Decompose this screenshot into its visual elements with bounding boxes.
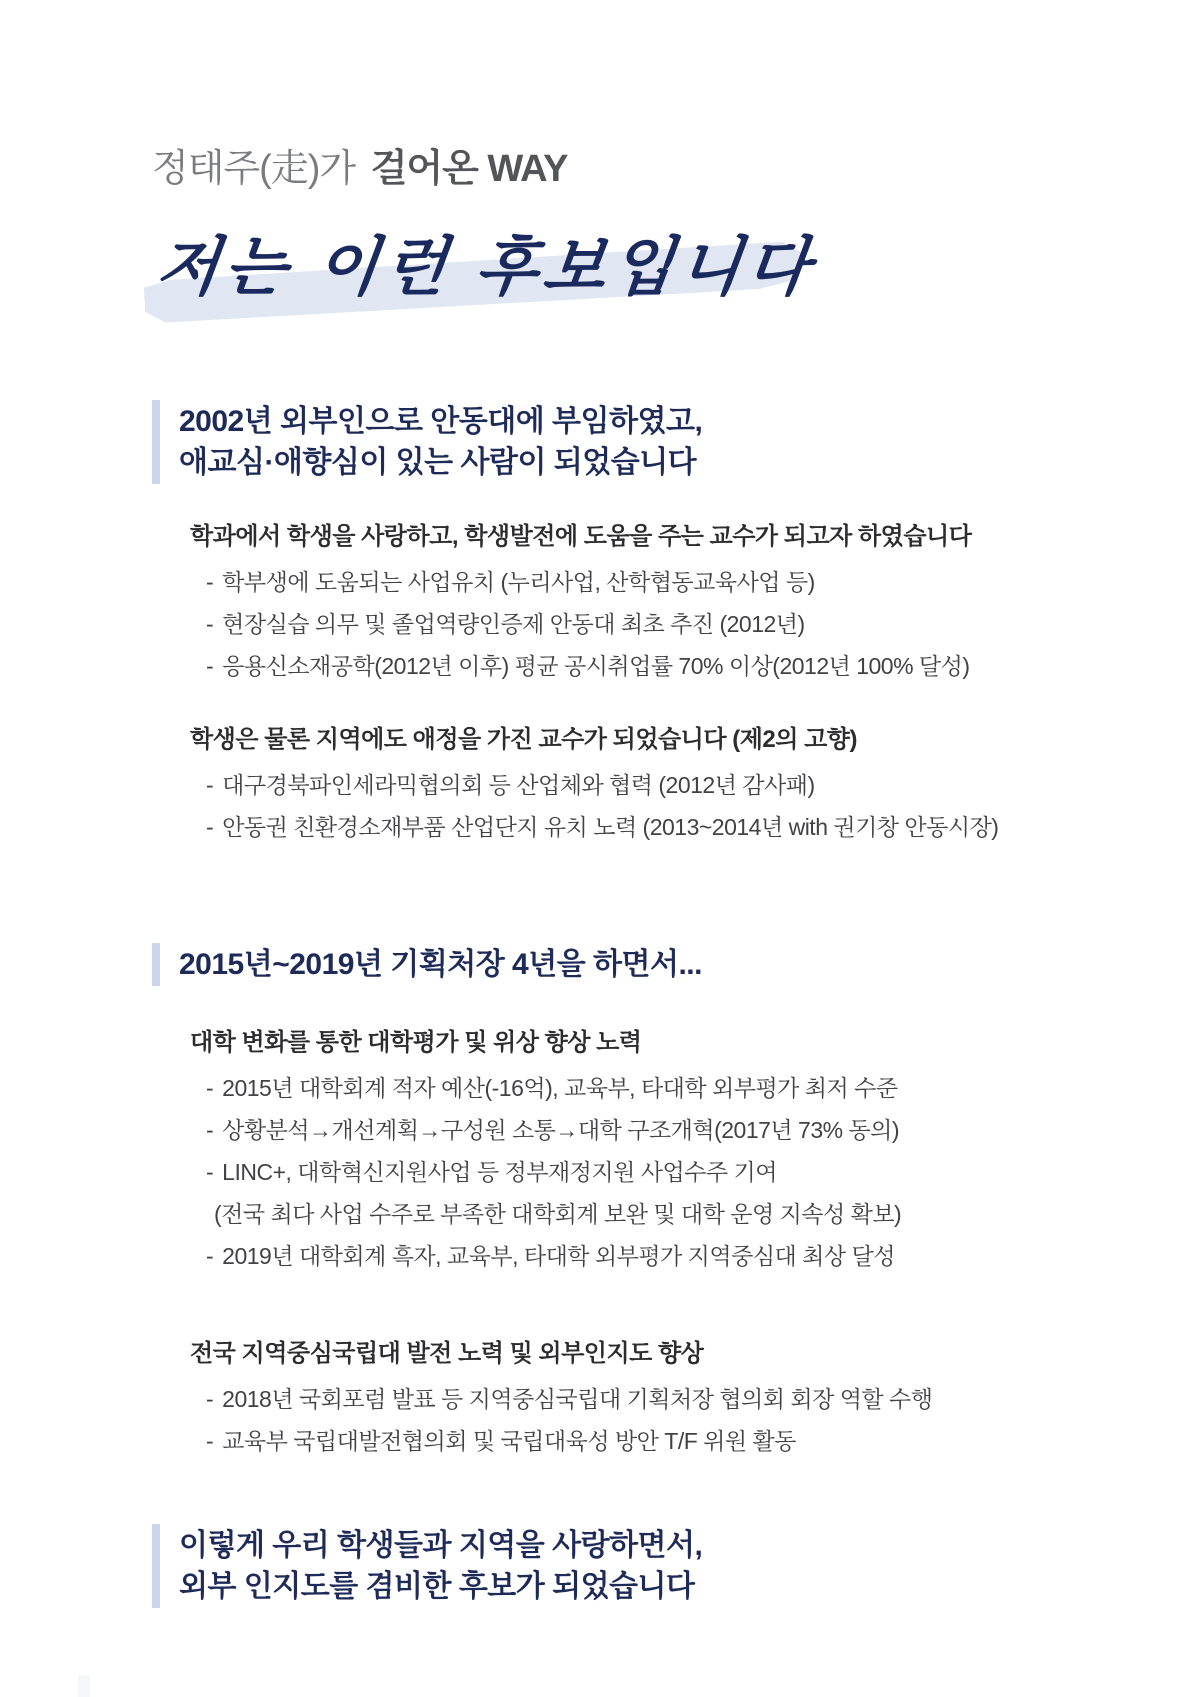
page-title-regular: 정태주(走)가	[152, 148, 356, 190]
group-heading: 학생은 물론 지역에도 애정을 가진 교수가 되었습니다 (제2의 고향)	[190, 726, 857, 753]
list-item-text: 2018년 국회포럼 발표 등 지역중심국립대 기획처장 협의회 회장 역할 수행	[222, 1386, 933, 1412]
dash: -	[206, 814, 214, 840]
section-2015-2019	[152, 943, 1120, 1462]
dash: -	[206, 1075, 214, 1101]
list-item	[190, 561, 1120, 603]
bullet-list	[190, 1067, 1120, 1277]
dash: -	[206, 1428, 214, 1454]
list-item	[190, 1420, 1120, 1462]
group-heading: 대학 변화를 통한 대학평가 및 위상 향상 노력	[190, 1029, 642, 1056]
section-heading	[152, 400, 1120, 484]
list-item	[190, 1151, 1120, 1193]
list-item	[190, 603, 1120, 645]
dash: -	[206, 1159, 214, 1185]
heading-line: 외부 인지도를 겸비한 후보가 되었습니다	[179, 1570, 695, 1603]
list-item-text: 교육부 국립대발전협의회 및 국립대육성 방안 T/F 위원 활동	[222, 1428, 796, 1454]
list-item-text: 안동권 친환경소재부품 산업단지 유치 노력 (2013~2014년 with 권기창 안동시장)	[222, 814, 999, 840]
bullet-list	[190, 561, 1120, 687]
page-title	[152, 137, 1120, 192]
page-title-bold: 걸어온 WAY	[370, 148, 568, 190]
group-department	[190, 516, 1120, 687]
print-artifact-decoration	[78, 1675, 90, 1697]
section-heading	[152, 1524, 1120, 1608]
heading-line: 2015년~2019년 기획처장 4년을 하면서...	[179, 948, 702, 981]
list-item	[190, 1067, 1120, 1109]
group-heading: 학과에서 학생을 사랑하고, 학생발전에 도움을 주는 교수가 되고자 하였습니다	[190, 523, 972, 550]
list-item-text: 학부생에 도움되는 사업유치 (누리사업, 산학협동교육사업 등)	[222, 569, 815, 595]
list-item-text: 현장실습 의무 및 졸업역량인증제 안동대 최초 추진 (2012년)	[222, 611, 805, 637]
list-item-continuation	[190, 1193, 1120, 1235]
dash: -	[206, 772, 214, 798]
list-item-text: 2019년 대학회계 흑자, 교육부, 타대학 외부평가 지역중심대 최상 달성	[222, 1243, 895, 1269]
section-heading	[152, 943, 1120, 986]
list-item-text: (전국 최다 사업 수주로 부족한 대학회계 보완 및 대학 운영 지속성 확보)	[214, 1201, 902, 1227]
list-item-text: 응용신소재공학(2012년 이후) 평균 공시취업률 70% 이상(2012년 100% 달성)	[222, 653, 970, 679]
heading-line: 2002년 외부인으로 안동대에 부임하였고,	[179, 405, 703, 438]
section-bar-decoration	[152, 943, 160, 986]
list-item-text: 상황분석→개선계획→구성원 소통→대학 구조개혁(2017년 73% 동의)	[222, 1117, 900, 1143]
group-national-universities	[190, 1333, 1120, 1462]
dash: -	[206, 611, 214, 637]
calligraphy-block	[152, 202, 1120, 324]
dash: -	[206, 1243, 214, 1269]
dash: -	[206, 1117, 214, 1143]
heading-line: 이렇게 우리 학생들과 지역을 사랑하면서,	[179, 1529, 703, 1562]
list-item-text: 대구경북파인세라믹협의회 등 산업체와 협력 (2012년 감사패)	[222, 772, 815, 798]
group-heading: 전국 지역중심국립대 발전 노력 및 외부인지도 향상	[190, 1340, 704, 1367]
dash: -	[206, 653, 214, 679]
section-heading-text	[179, 400, 702, 484]
list-item	[190, 764, 1120, 806]
bullet-list	[190, 1378, 1120, 1462]
list-item	[190, 1378, 1120, 1420]
list-item	[190, 806, 1120, 848]
list-item-text: LINC+, 대학혁신지원사업 등 정부재정지원 사업수주 기여	[222, 1159, 777, 1185]
section-bar-decoration	[152, 1524, 160, 1608]
dash: -	[206, 1386, 214, 1412]
dash: -	[206, 569, 214, 595]
section-heading-text	[179, 1524, 702, 1608]
group-university-change	[190, 1022, 1120, 1277]
list-item-text: 2015년 대학회계 적자 예산(-16억), 교육부, 타대학 외부평가 최저 수준	[222, 1075, 898, 1101]
section-conclusion	[152, 1524, 1120, 1608]
list-item	[190, 1235, 1120, 1277]
section-heading-text	[179, 943, 702, 986]
heading-line: 애교심·애향심이 있는 사람이 되었습니다	[179, 446, 697, 479]
list-item	[190, 1109, 1120, 1151]
group-region	[190, 719, 1120, 848]
calligraphy-text: 저는 이런 후보입니다	[152, 231, 820, 303]
section-2002	[152, 400, 1120, 848]
bullet-list	[190, 764, 1120, 848]
section-bar-decoration	[152, 400, 160, 484]
list-item	[190, 645, 1120, 687]
